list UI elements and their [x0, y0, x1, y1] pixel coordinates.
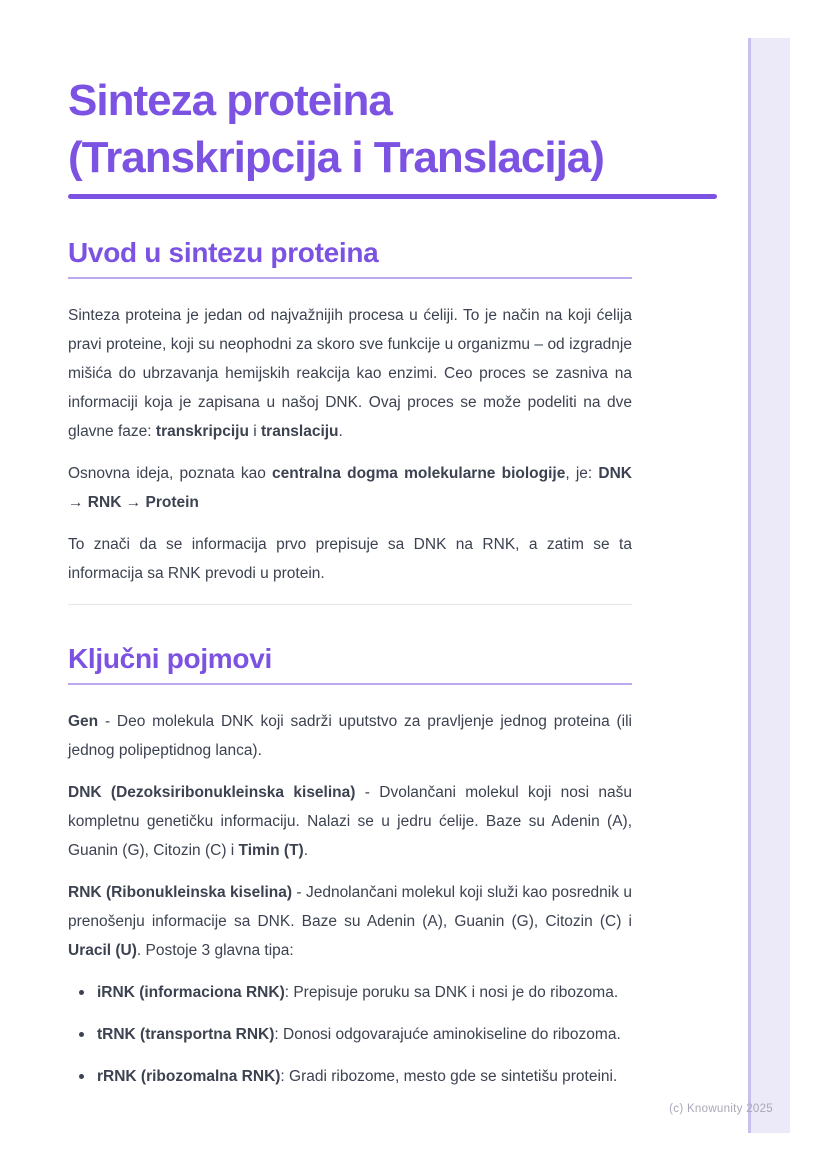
key-terms-heading-underline	[68, 683, 632, 685]
list-item-trnk	[68, 1020, 632, 1049]
intro-heading-underline	[68, 277, 632, 279]
bullet-icon	[79, 1032, 84, 1037]
intro-paragraph-2: Osnovna ideja, poznata kao centralna dogma molekularne biologije, je: DNK → RNK → Protein	[68, 465, 632, 511]
intro-paragraph-1: Sinteza proteina je jedan od najvažnijih procesa u ćeliji. To je način na koji ćelija pravi proteine, koji su neophodni za skoro sve funkcije u organizmu – od izgradnje mišića do ubrzavanja hemijskih reakcija kao enzimi. Ceo proces se zasniva na informaciji koja je zapisana u našoj DNK. Ovaj proces se može podeliti na dve glavne faze: transkripciju i translaciju.	[68, 307, 632, 440]
page-title	[68, 72, 632, 186]
list-item-text: iRNK (informaciona RNK): Prepisuje poruku sa DNK i nosi je do ribozoma.	[97, 984, 619, 1001]
definition-dnk: DNK (Dezoksiribonukleinska kiselina) - Dvolančani molekul koji nosi našu kompletnu genetičku informaciju. Nalazi se u jedru ćelije. Baze su Adenin (A), Guanin (G), Citozin (C) i Timin (T).	[68, 784, 632, 859]
page-title-line2: (Transkripcija i Translacija)	[68, 133, 604, 182]
right-margin-strip	[748, 38, 790, 1133]
intro-paragraph-3: To znači da se informacija prvo prepisuje sa DNK na RNK, a zatim se ta informacija sa RNK prevodi u protein.	[68, 536, 632, 582]
section-heading-intro: Uvod u sintezu proteina	[68, 237, 379, 268]
bullet-icon	[79, 1074, 84, 1079]
list-item-rrnk	[68, 1062, 632, 1091]
list-item-irnk	[68, 978, 632, 1007]
list-item-text: tRNK (transportna RNK): Donosi odgovarajuće aminokiseline do ribozoma.	[97, 1026, 621, 1043]
document-content	[68, 0, 632, 1091]
page-title-line1: Sinteza proteina	[68, 76, 392, 125]
title-divider	[68, 194, 717, 199]
section-heading-key-terms: Ključni pojmovi	[68, 643, 272, 674]
copyright: (c) Knowunity 2025	[669, 1103, 773, 1115]
bullet-icon	[79, 990, 84, 995]
list-item-text: rRNK (ribozomalna RNK): Gradi ribozome, mesto gde se sintetišu proteini.	[97, 1068, 618, 1085]
section-divider	[68, 604, 632, 605]
rna-types-list	[68, 978, 632, 1091]
definition-gen: Gen - Deo molekula DNK koji sadrži uputstvo za pravljenje jednog proteina (ili jednog polipeptidnog lanca).	[68, 713, 632, 759]
definition-rnk: RNK (Ribonukleinska kiselina) - Jednolančani molekul koji služi kao posrednik u prenošenju informacije sa DNK. Baze su Adenin (A), Guanin (G), Citozin (C) i Uracil (U). Postoje 3 glavna tipa:	[68, 884, 632, 959]
